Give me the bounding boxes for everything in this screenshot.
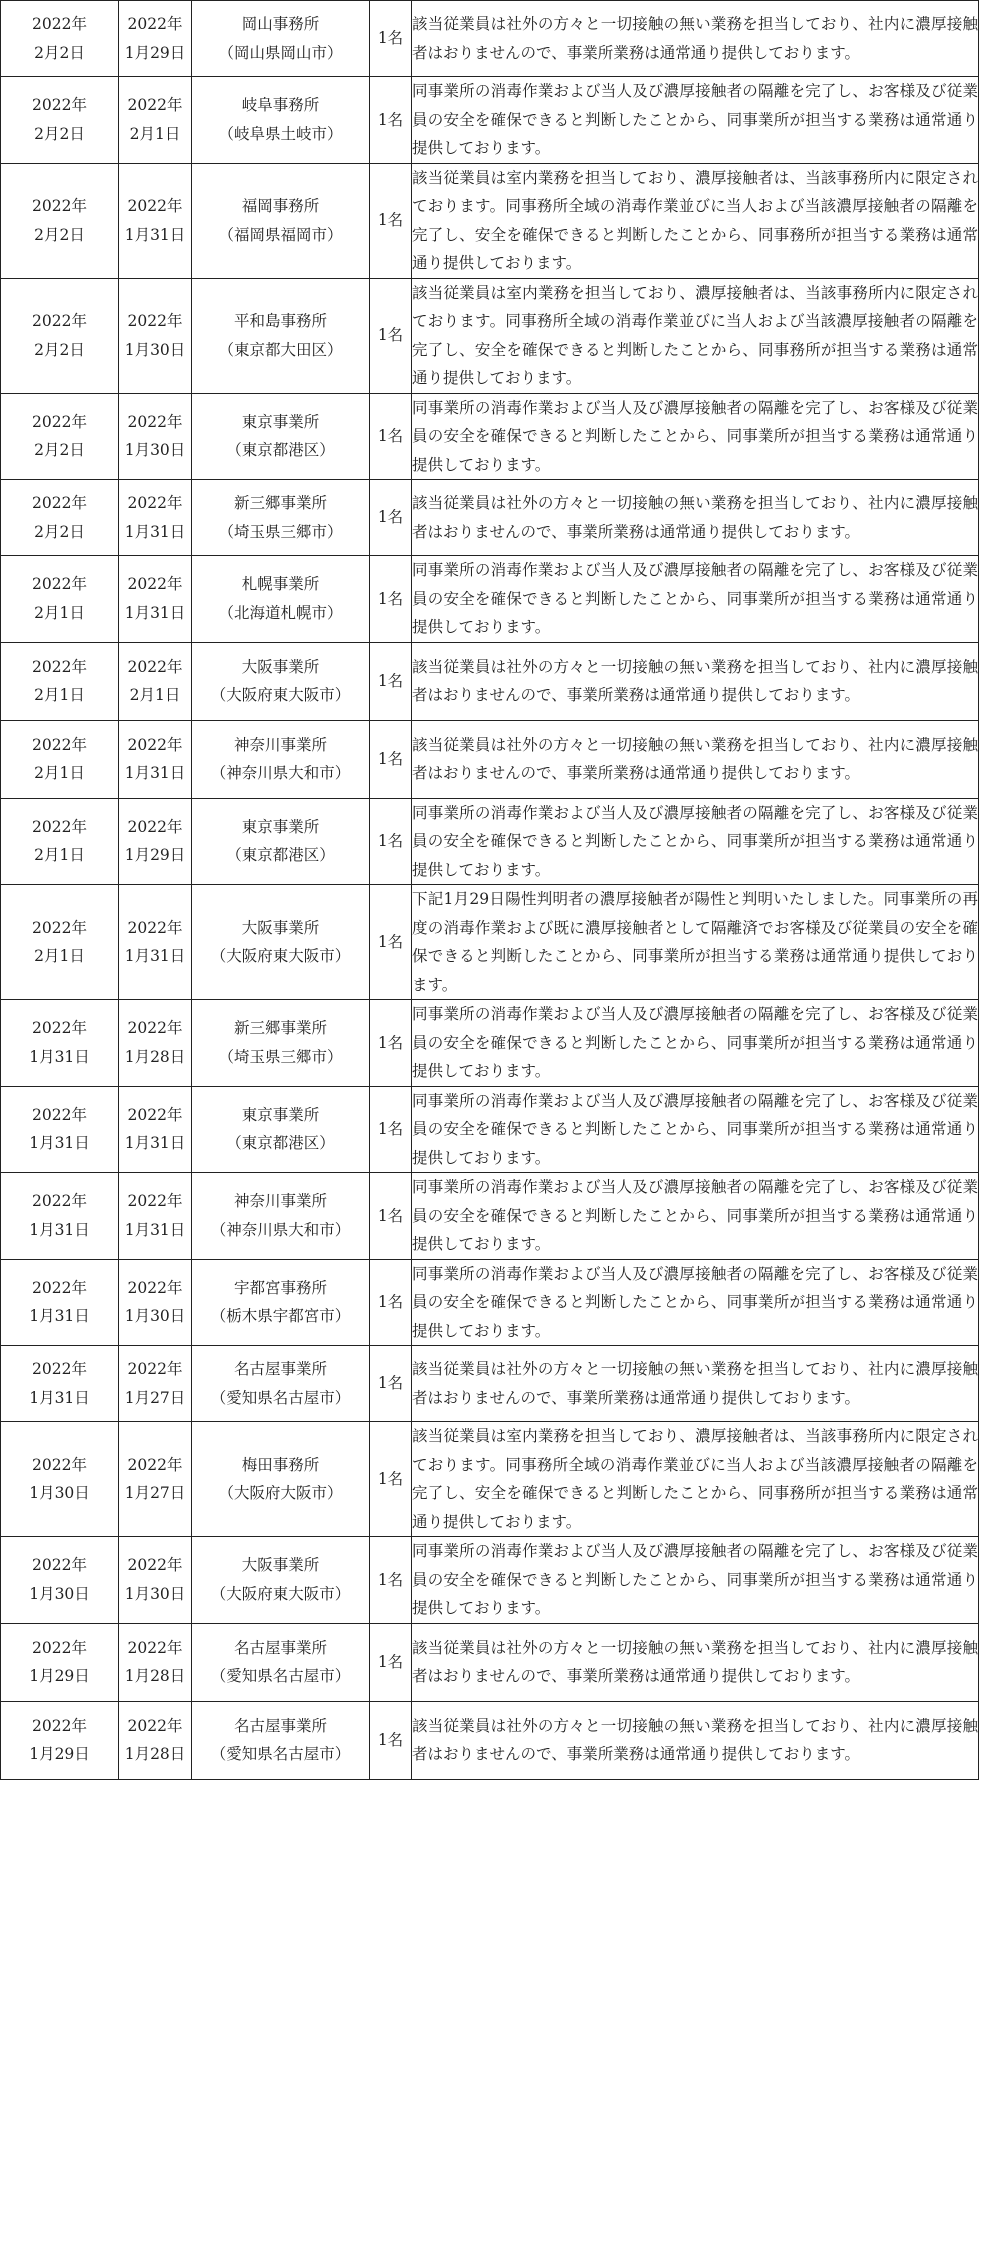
count-cell: [370, 1173, 412, 1260]
count-cell: [370, 720, 412, 798]
office-location: （大阪府東大阪市）: [210, 686, 351, 704]
report-date-cell: [1, 1259, 119, 1346]
count-cell: [370, 642, 412, 720]
onset-date-cell: [119, 1086, 192, 1173]
report-day: 2月2日: [34, 43, 85, 62]
report-day: 2月1日: [34, 603, 85, 622]
description-text: 該当従業員は社外の方々と一切接触の無い業務を担当しており、社内に濃厚接触者はおりませんので、事業所業務は通常通り提供しております。: [412, 1360, 978, 1407]
office-location: （愛知県名古屋市）: [210, 1745, 351, 1763]
report-year: 2022年: [32, 412, 87, 431]
description-text: 同事業所の消毒作業および当人及び濃厚接触者の隔離を完了し、お客様及び従業員の安全を確保できると判断したことから、同事業所が担当する業務は通常通り提供しております。: [412, 82, 978, 157]
onset-year: 2022年: [127, 412, 183, 431]
onset-year: 2022年: [127, 918, 183, 937]
office-location: （埼玉県三郷市）: [218, 522, 343, 541]
office-name: 新三郷事業所: [233, 494, 327, 512]
onset-date-cell: [119, 163, 192, 278]
report-day: 2月2日: [34, 441, 85, 460]
case-count: 1名: [377, 110, 404, 129]
count-cell: [370, 798, 412, 885]
report-year: 2022年: [32, 1105, 87, 1124]
onset-day: 2月1日: [129, 686, 181, 704]
onset-year: 2022年: [127, 15, 183, 33]
office-cell: [192, 1623, 370, 1701]
report-date-cell: [1, 1086, 119, 1173]
office-name: 岐阜事務所: [241, 96, 320, 115]
onset-day: 1月28日: [124, 1667, 186, 1685]
onset-day: 1月29日: [124, 846, 186, 865]
onset-year: 2022年: [127, 197, 183, 215]
office-cell: [192, 885, 370, 1000]
onset-year: 2022年: [127, 735, 183, 754]
office-cell: [192, 1259, 370, 1346]
office-cell: [192, 77, 370, 164]
report-day: 1月31日: [29, 1047, 90, 1066]
table-row: [1, 556, 979, 643]
onset-day: 1月31日: [124, 1134, 186, 1153]
onset-day: 1月27日: [124, 1388, 186, 1407]
table-row: [1, 720, 979, 798]
table-row: [1, 1346, 979, 1422]
report-year: 2022年: [32, 312, 87, 330]
case-count: 1名: [377, 932, 404, 951]
office-cell: [192, 278, 370, 393]
report-year: 2022年: [32, 817, 87, 836]
report-day: 1月31日: [29, 1220, 90, 1239]
description-cell: [412, 885, 979, 1000]
description-cell: [412, 1701, 979, 1779]
office-location: （愛知県名古屋市）: [210, 1388, 351, 1407]
case-count: 1名: [377, 589, 404, 608]
office-cell: [192, 1000, 370, 1087]
count-cell: [370, 1623, 412, 1701]
onset-year: 2022年: [127, 1638, 183, 1657]
office-location: （神奈川県大和市）: [210, 764, 351, 782]
report-date-cell: [1, 798, 119, 885]
description-cell: [412, 1623, 979, 1701]
office-name: 梅田事務所: [241, 1455, 320, 1474]
count-cell: [370, 278, 412, 393]
description-text: 該当従業員は社外の方々と一切接触の無い業務を担当しており、社内に濃厚接触者はおりませんので、事業所業務は通常通り提供しております。: [412, 15, 978, 62]
table-row: [1, 278, 979, 393]
description-cell: [412, 393, 979, 480]
onset-day: 1月31日: [124, 1220, 186, 1239]
description-cell: [412, 1537, 979, 1624]
case-count: 1名: [377, 508, 404, 527]
report-date-cell: [1, 1701, 119, 1779]
description-cell: [412, 1, 979, 77]
table-row: [1, 163, 979, 278]
office-location: （埼玉県三郷市）: [218, 1047, 343, 1066]
office-location: （福岡県福岡市）: [218, 225, 343, 244]
case-count: 1名: [377, 29, 404, 48]
report-day: 2月1日: [34, 764, 85, 782]
office-name: 大阪事業所: [241, 657, 320, 676]
onset-day: 1月30日: [124, 340, 186, 359]
office-name: 名古屋事業所: [233, 1360, 327, 1378]
onset-date-cell: [119, 556, 192, 643]
description-text: 同事業所の消毒作業および当人及び濃厚接触者の隔離を完了し、お客様及び従業員の安全を確保できると判断したことから、同事業所が担当する業務は通常通り提供しております。: [412, 1091, 978, 1167]
count-cell: [370, 1, 412, 77]
table-row: [1, 1086, 979, 1173]
office-cell: [192, 1346, 370, 1422]
report-year: 2022年: [32, 657, 87, 676]
onset-date-cell: [119, 1346, 192, 1422]
onset-year: 2022年: [127, 1556, 183, 1575]
table-row: [1, 1623, 979, 1701]
table-row: [1, 642, 979, 720]
report-day: 2月1日: [34, 846, 85, 865]
report-date-cell: [1, 1346, 119, 1422]
office-name: 神奈川事業所: [233, 735, 327, 754]
office-name: 新三郷事業所: [233, 1019, 327, 1038]
report-date-cell: [1, 480, 119, 556]
table-row: [1, 77, 979, 164]
table-row: [1, 1259, 979, 1346]
office-cell: [192, 642, 370, 720]
onset-day: 1月30日: [124, 1584, 186, 1603]
description-cell: [412, 1173, 979, 1260]
count-cell: [370, 1000, 412, 1087]
case-count: 1名: [377, 427, 404, 445]
office-cell: [192, 480, 370, 556]
description-text: 同事業所の消毒作業および当人及び濃厚接触者の隔離を完了し、お客様及び従業員の安全を確保できると判断したことから、同事業所が担当する業務は通常通り提供しております。: [412, 561, 978, 636]
report-year: 2022年: [32, 575, 87, 594]
description-cell: [412, 1259, 979, 1346]
office-location: （東京都港区）: [226, 846, 335, 865]
description-cell: [412, 77, 979, 164]
onset-year: 2022年: [127, 1019, 183, 1038]
case-count: 1名: [377, 832, 404, 850]
description-cell: [412, 1422, 979, 1537]
report-day: 2月1日: [34, 686, 85, 704]
office-location: （大阪府東大阪市）: [210, 1584, 351, 1603]
count-cell: [370, 163, 412, 278]
case-count: 1名: [377, 1652, 404, 1671]
report-year: 2022年: [32, 1019, 87, 1038]
table-row: [1, 1422, 979, 1537]
case-count: 1名: [377, 671, 404, 690]
table-row: [1, 885, 979, 1000]
description-cell: [412, 798, 979, 885]
report-date-cell: [1, 278, 119, 393]
onset-date-cell: [119, 642, 192, 720]
office-name: 東京事業所: [241, 412, 320, 431]
description-cell: [412, 720, 979, 798]
onset-year: 2022年: [127, 312, 183, 330]
table-row: [1, 1537, 979, 1624]
office-cell: [192, 798, 370, 885]
office-name: 宇都宮事務所: [233, 1278, 327, 1297]
onset-year: 2022年: [127, 1192, 183, 1211]
case-count: 1名: [377, 1730, 404, 1749]
office-cell: [192, 1537, 370, 1624]
report-day: 2月1日: [34, 947, 85, 965]
onset-date-cell: [119, 1623, 192, 1701]
office-cell: [192, 393, 370, 480]
description-text: 同事業所の消毒作業および当人及び濃厚接触者の隔離を完了し、お客様及び従業員の安全を確保できると判断したことから、同事業所が担当する業務は通常通り提供しております。: [412, 398, 978, 474]
count-cell: [370, 480, 412, 556]
report-day: 2月2日: [34, 225, 85, 244]
onset-year: 2022年: [127, 657, 183, 676]
count-cell: [370, 1086, 412, 1173]
count-cell: [370, 1259, 412, 1346]
onset-date-cell: [119, 480, 192, 556]
onset-day: 1月28日: [124, 1745, 186, 1763]
case-count: 1名: [377, 211, 404, 230]
onset-year: 2022年: [127, 817, 183, 836]
report-date-cell: [1, 642, 119, 720]
office-cell: [192, 163, 370, 278]
description-text: 該当従業員は室内業務を担当しており、濃厚接触者は、当該事務所内に限定されております。同事務所全域の消毒作業並びに当人および当該濃厚接触者の隔離を完了し、安全を確保できると判断したことから、同事務所が担当する業務は通常通り提供しております。: [412, 168, 978, 272]
case-count: 1名: [377, 1469, 404, 1488]
case-count: 1名: [377, 1570, 404, 1589]
description-text: 該当従業員は室内業務を担当しており、濃厚接触者は、当該事務所内に限定されております。同事務所全域の消毒作業並びに当人および当該濃厚接触者の隔離を完了し、安全を確保できると判断したことから、同事務所が担当する業務は通常通り提供しております。: [412, 283, 978, 387]
onset-year: 2022年: [127, 494, 183, 512]
report-day: 1月31日: [29, 1307, 90, 1326]
onset-date-cell: [119, 720, 192, 798]
count-cell: [370, 885, 412, 1000]
office-cell: [192, 1086, 370, 1173]
description-text: 該当従業員は社外の方々と一切接触の無い業務を担当しており、社内に濃厚接触者はおりませんので、事業所業務は通常通り提供しております。: [412, 1716, 978, 1763]
onset-year: 2022年: [127, 1716, 183, 1735]
report-year: 2022年: [32, 1556, 87, 1575]
description-cell: [412, 1086, 979, 1173]
report-date-cell: [1, 1000, 119, 1087]
onset-year: 2022年: [127, 1360, 183, 1378]
onset-date-cell: [119, 393, 192, 480]
description-text: 該当従業員は社外の方々と一切接触の無い業務を担当しており、社内に濃厚接触者はおりませんので、事業所業務は通常通り提供しております。: [412, 657, 978, 704]
office-location: （北海道札幌市）: [218, 603, 343, 622]
case-count: 1名: [377, 1206, 404, 1225]
description-cell: [412, 163, 979, 278]
count-cell: [370, 1701, 412, 1779]
report-day: 1月30日: [29, 1584, 90, 1603]
report-day: 1月30日: [29, 1484, 90, 1502]
report-date-cell: [1, 1623, 119, 1701]
description-text: 同事業所の消毒作業および当人及び濃厚接触者の隔離を完了し、お客様及び従業員の安全を確保できると判断したことから、同事業所が担当する業務は通常通り提供しております。: [412, 803, 978, 879]
onset-year: 2022年: [127, 96, 183, 115]
table-row: [1, 1173, 979, 1260]
count-cell: [370, 556, 412, 643]
onset-day: 1月31日: [124, 225, 186, 244]
onset-day: 1月31日: [124, 947, 186, 965]
description-text: 該当従業員は社外の方々と一切接触の無い業務を担当しており、社内に濃厚接触者はおりませんので、事業所業務は通常通り提供しております。: [412, 1638, 978, 1685]
report-year: 2022年: [32, 735, 87, 754]
onset-day: 1月30日: [124, 1307, 186, 1326]
office-location: （栃木県宇都宮市）: [210, 1307, 351, 1326]
onset-day: 2月1日: [129, 124, 181, 143]
description-cell: [412, 480, 979, 556]
onset-date-cell: [119, 798, 192, 885]
report-date-cell: [1, 77, 119, 164]
report-year: 2022年: [32, 197, 87, 215]
office-name: 岡山事務所: [241, 15, 320, 33]
report-year: 2022年: [32, 96, 87, 115]
office-name: 大阪事業所: [241, 918, 320, 937]
report-day: 1月31日: [29, 1388, 90, 1407]
description-text: 下記1月29日陽性判明者の濃厚接触者が陽性と判明いたしました。同事業所の再度の消毒作業および既に濃厚接触者として隔離済でお客様及び従業員の安全を確保できると判断したことから、同事業所が担当する業務は通常通り提供しております。: [412, 890, 978, 994]
table-row: [1, 393, 979, 480]
office-location: （大阪府東大阪市）: [210, 947, 351, 965]
description-text: 同事業所の消毒作業および当人及び濃厚接触者の隔離を完了し、お客様及び従業員の安全を確保できると判断したことから、同事業所が担当する業務は通常通り提供しております。: [412, 1264, 978, 1340]
table-row: [1, 1000, 979, 1087]
table-row: [1, 480, 979, 556]
onset-date-cell: [119, 1173, 192, 1260]
office-cell: [192, 1, 370, 77]
office-location: （愛知県名古屋市）: [210, 1667, 351, 1685]
report-date-cell: [1, 556, 119, 643]
count-cell: [370, 77, 412, 164]
description-cell: [412, 642, 979, 720]
count-cell: [370, 393, 412, 480]
office-name: 札幌事業所: [241, 575, 320, 594]
office-name: 福岡事務所: [241, 197, 320, 215]
report-day: 1月29日: [29, 1745, 90, 1763]
office-name: 平和島事務所: [233, 312, 327, 330]
onset-day: 1月28日: [124, 1047, 186, 1066]
onset-date-cell: [119, 1000, 192, 1087]
case-count: 1名: [377, 749, 404, 768]
report-year: 2022年: [32, 1455, 87, 1474]
table-body: [1, 1, 979, 1780]
office-name: 大阪事業所: [241, 1556, 320, 1575]
description-text: 同事業所の消毒作業および当人及び濃厚接触者の隔離を完了し、お客様及び従業員の安全を確保できると判断したことから、同事業所が担当する業務は通常通り提供しております。: [412, 1005, 978, 1080]
onset-year: 2022年: [127, 1455, 183, 1474]
case-count: 1名: [377, 1120, 404, 1138]
onset-date-cell: [119, 1422, 192, 1537]
report-year: 2022年: [32, 494, 87, 512]
onset-date-cell: [119, 77, 192, 164]
report-date-cell: [1, 1173, 119, 1260]
case-count: 1名: [377, 326, 404, 345]
case-count: 1名: [377, 1293, 404, 1311]
report-day: 2月2日: [34, 522, 85, 541]
onset-day: 1月29日: [124, 43, 186, 62]
report-year: 2022年: [32, 1360, 87, 1378]
description-cell: [412, 1000, 979, 1087]
office-name: 東京事業所: [241, 1105, 320, 1124]
office-name: 名古屋事業所: [233, 1638, 327, 1657]
onset-day: 1月31日: [124, 764, 186, 782]
onset-day: 1月30日: [124, 441, 186, 460]
description-text: 該当従業員は室内業務を担当しており、濃厚接触者は、当該事務所内に限定されております。同事務所全域の消毒作業並びに当人および当該濃厚接触者の隔離を完了し、安全を確保できると判断したことから、同事務所が担当する業務は通常通り提供しております。: [412, 1427, 978, 1531]
onset-date-cell: [119, 1259, 192, 1346]
onset-day: 1月31日: [124, 522, 186, 541]
onset-date-cell: [119, 1, 192, 77]
description-text: 同事業所の消毒作業および当人及び濃厚接触者の隔離を完了し、お客様及び従業員の安全を確保できると判断したことから、同事業所が担当する業務は通常通り提供しております。: [412, 1178, 978, 1253]
description-text: 該当従業員は社外の方々と一切接触の無い業務を担当しており、社内に濃厚接触者はおりませんので、事業所業務は通常通り提供しております。: [412, 735, 978, 782]
description-cell: [412, 1346, 979, 1422]
office-name: 神奈川事業所: [233, 1192, 327, 1211]
office-cell: [192, 1173, 370, 1260]
case-count: 1名: [377, 1033, 404, 1052]
office-location: （岐阜県土岐市）: [218, 124, 343, 143]
count-cell: [370, 1537, 412, 1624]
onset-year: 2022年: [127, 575, 183, 594]
report-day: 2月2日: [34, 340, 85, 359]
report-year: 2022年: [32, 15, 87, 33]
onset-day: 1月31日: [124, 603, 186, 622]
description-cell: [412, 556, 979, 643]
report-year: 2022年: [32, 1278, 87, 1297]
office-location: （岡山県岡山市）: [218, 43, 343, 62]
office-location: （神奈川県大和市）: [210, 1220, 351, 1239]
report-year: 2022年: [32, 1638, 87, 1657]
description-text: 同事業所の消毒作業および当人及び濃厚接触者の隔離を完了し、お客様及び従業員の安全を確保できると判断したことから、同事業所が担当する業務は通常通り提供しております。: [412, 1542, 978, 1617]
report-day: 2月2日: [34, 124, 85, 143]
office-cell: [192, 1422, 370, 1537]
report-date-cell: [1, 163, 119, 278]
onset-date-cell: [119, 885, 192, 1000]
onset-date-cell: [119, 278, 192, 393]
office-name: 東京事業所: [241, 817, 320, 836]
office-location: （大阪府大阪市）: [218, 1484, 343, 1502]
office-location: （東京都港区）: [226, 441, 335, 460]
report-date-cell: [1, 1537, 119, 1624]
description-text: 該当従業員は社外の方々と一切接触の無い業務を担当しており、社内に濃厚接触者はおりませんので、事業所業務は通常通り提供しております。: [412, 494, 978, 541]
report-date-cell: [1, 393, 119, 480]
report-date-cell: [1, 1, 119, 77]
table-row: [1, 798, 979, 885]
report-day: 1月31日: [29, 1134, 90, 1153]
table-row: [1, 1701, 979, 1779]
office-cell: [192, 1701, 370, 1779]
report-year: 2022年: [32, 918, 87, 937]
office-location: （東京都港区）: [226, 1134, 335, 1153]
office-name: 名古屋事業所: [233, 1716, 327, 1735]
description-cell: [412, 278, 979, 393]
office-cell: [192, 720, 370, 798]
count-cell: [370, 1422, 412, 1537]
report-day: 1月29日: [29, 1667, 90, 1685]
table-row: [1, 1, 979, 77]
onset-date-cell: [119, 1701, 192, 1779]
count-cell: [370, 1346, 412, 1422]
report-date-cell: [1, 885, 119, 1000]
onset-day: 1月27日: [124, 1484, 186, 1502]
onset-date-cell: [119, 1537, 192, 1624]
office-cell: [192, 556, 370, 643]
onset-year: 2022年: [127, 1278, 183, 1297]
report-date-cell: [1, 1422, 119, 1537]
onset-year: 2022年: [127, 1105, 183, 1124]
report-date-cell: [1, 720, 119, 798]
case-count: 1名: [377, 1374, 404, 1393]
report-year: 2022年: [32, 1716, 87, 1735]
office-location: （東京都大田区）: [218, 340, 343, 359]
report-year: 2022年: [32, 1192, 87, 1211]
